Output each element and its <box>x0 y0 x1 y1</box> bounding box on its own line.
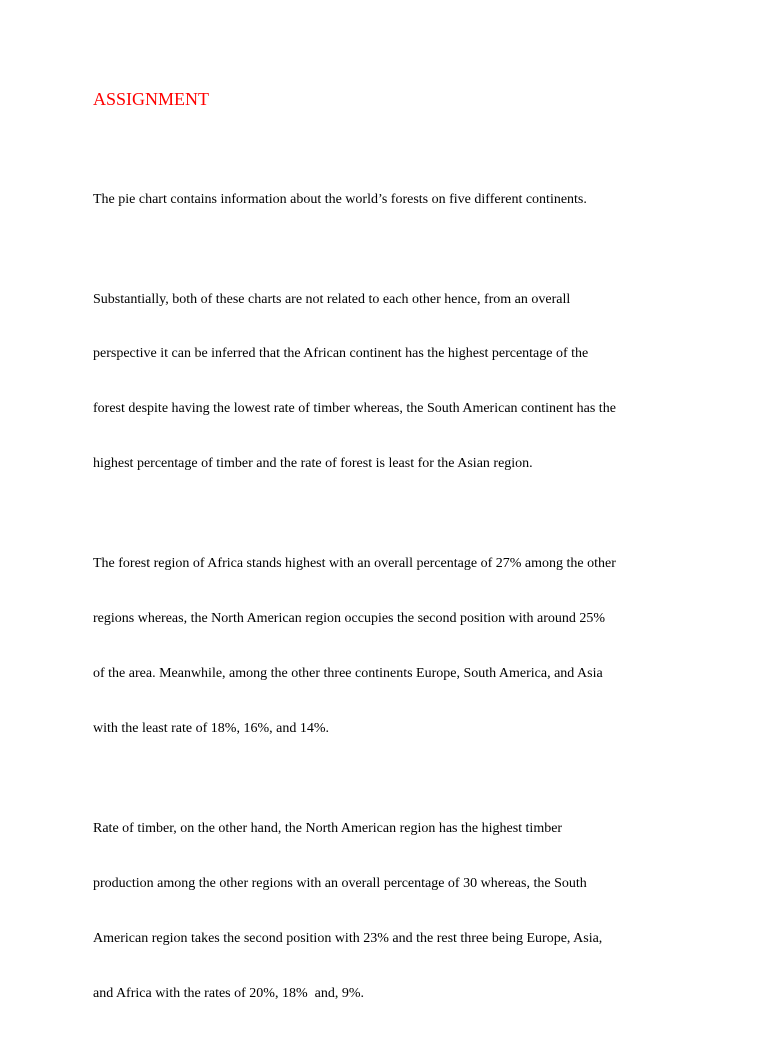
paragraph-line: The pie chart contains information about the world’s forests on five different continents. <box>93 191 587 207</box>
paragraph-line: American region takes the second position with 23% and the rest three being Europe, Asia, <box>93 930 603 946</box>
paragraph-overview <box>93 254 683 510</box>
paragraph-line: of the area. Meanwhile, among the other three continents Europe, South America, and Asia <box>93 666 603 682</box>
paragraph-line: regions whereas, the North American region occupies the second position with around 25% <box>93 611 606 627</box>
document-title: ASSIGNMENT <box>93 89 210 109</box>
paragraph-line: perspective it can be inferred that the African continent has the highest percentage of the <box>93 346 589 362</box>
paragraph-forest <box>93 519 683 775</box>
paragraph-line: production among the other regions with an overall percentage of 30 whereas, the South <box>93 875 587 891</box>
document-body <box>93 88 683 1048</box>
paragraph-line: Rate of timber, on the other hand, the North American region has the highest timber <box>93 820 563 836</box>
paragraph-timber <box>93 783 683 1039</box>
paragraph-line: Substantially, both of these charts are not related to each other hence, from an overall <box>93 291 571 307</box>
paragraph-line: The forest region of Africa stands highest with an overall percentage of 27% among the other <box>93 556 616 572</box>
paragraph-line: forest despite having the lowest rate of timber whereas, the South American continent has the <box>93 401 616 417</box>
paragraph-line: and Africa with the rates of 20%, 18% and, 9%. <box>93 985 364 1001</box>
paragraph-line: with the least rate of 18%, 16%, and 14%. <box>93 720 329 736</box>
paragraph-line: highest percentage of timber and the rate of forest is least for the Asian region. <box>93 456 533 472</box>
paragraph-intro <box>93 154 683 245</box>
